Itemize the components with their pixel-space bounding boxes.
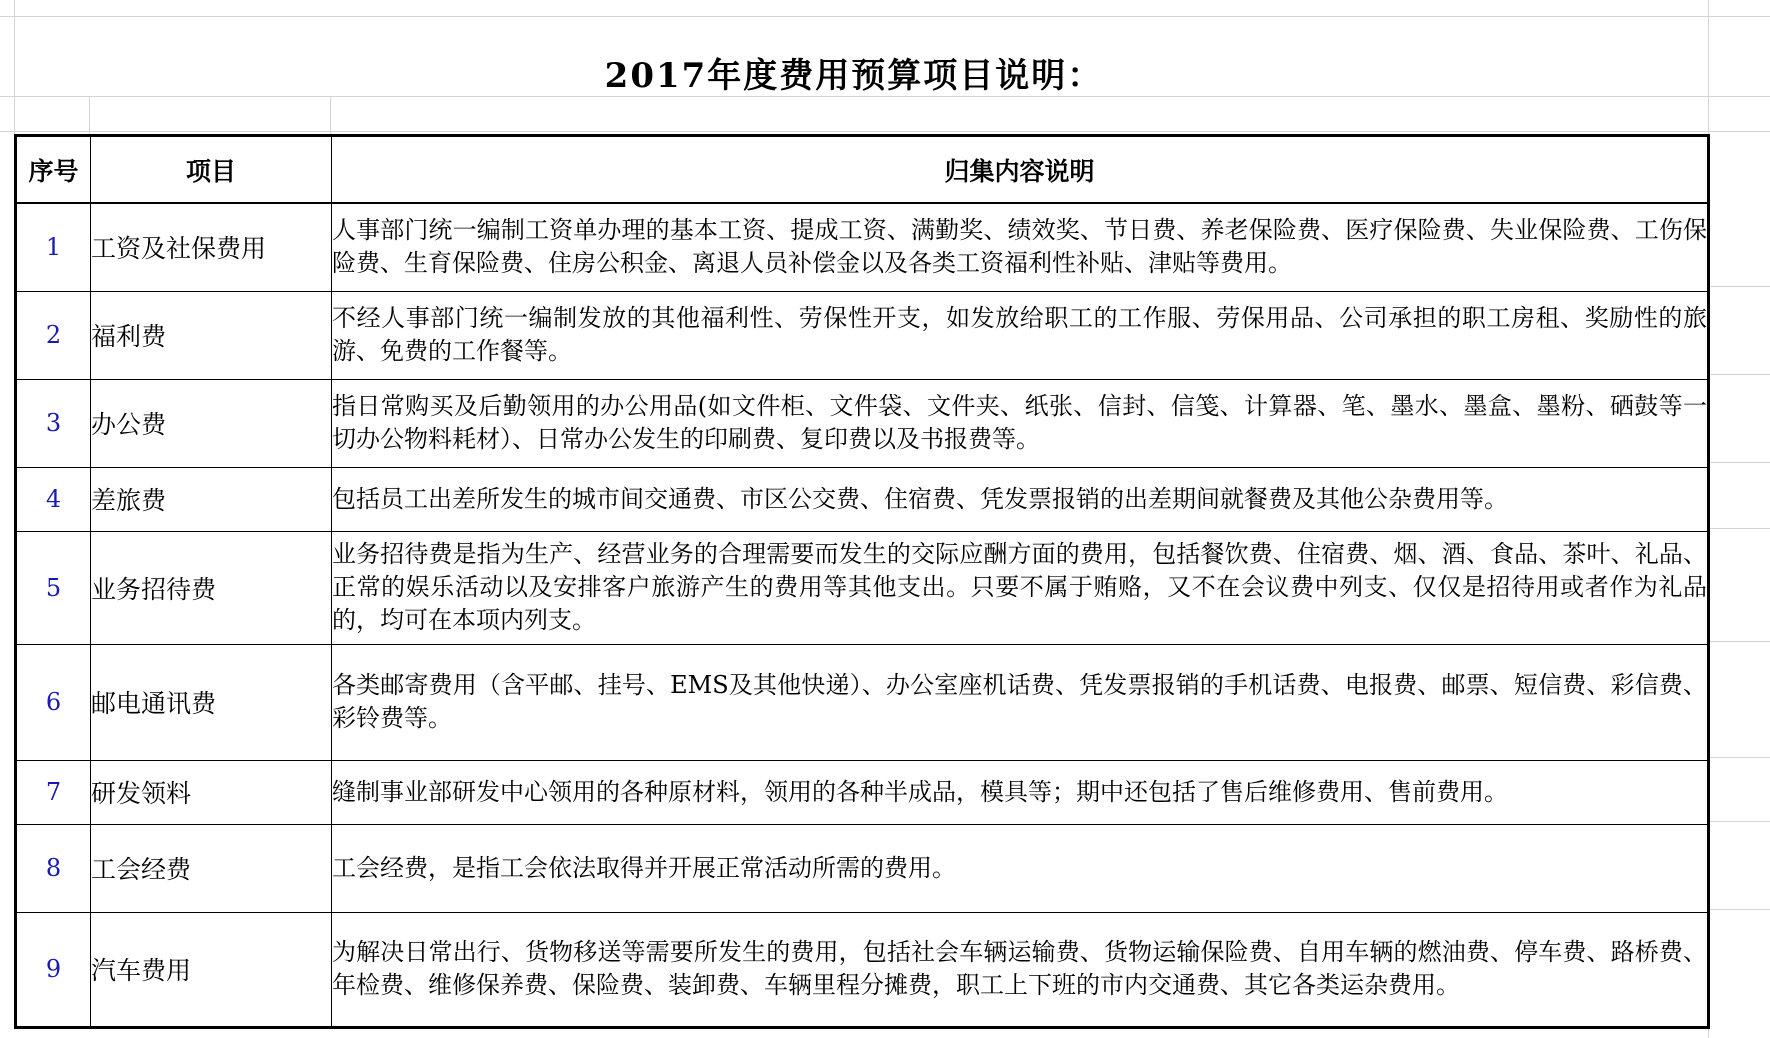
row-number[interactable]: 9: [16, 912, 91, 1027]
table-row: [16, 467, 1709, 531]
gridline: [1710, 528, 1770, 529]
row-number[interactable]: 5: [16, 531, 91, 644]
table-row: [16, 912, 1709, 1027]
row-description[interactable]: 缝制事业部研发中心领用的各种原材料，领用的各种半成品，模具等；期中还包括了售后维修费用、售前费用。: [332, 760, 1709, 824]
row-item[interactable]: 工资及社保费用: [91, 203, 332, 291]
row-number[interactable]: 2: [16, 291, 91, 379]
row-item[interactable]: 福利费: [91, 291, 332, 379]
row-description[interactable]: 为解决日常出行、货物移送等需要所发生的费用，包括社会车辆运输费、货物运输保险费、自用车辆的燃油费、停车费、路桥费、年检费、维修保养费、保险费、装卸费、车辆里程分摊费，职工上下班的市内交通费、其它各类运杂费用。: [332, 912, 1709, 1027]
gridline: [1710, 909, 1770, 910]
row-item[interactable]: 业务招待费: [91, 531, 332, 644]
table-row: [16, 644, 1709, 760]
header-item[interactable]: 项目: [91, 136, 332, 204]
gridline: [1710, 757, 1770, 758]
row-description[interactable]: 业务招待费是指为生产、经营业务的合理需要而发生的交际应酬方面的费用，包括餐饮费、住宿费、烟、酒、食品、茶叶、礼品、正常的娱乐活动以及安排客户旅游产生的费用等其他支出。只要不属于贿赂，又不在会议费中列支、仅仅是招待用或者作为礼品的，均可在本项内列支。: [332, 531, 1709, 644]
table-row: [16, 379, 1709, 467]
table-row: [16, 291, 1709, 379]
row-number[interactable]: 8: [16, 824, 91, 912]
gridline: [1710, 462, 1770, 463]
table-row: [16, 531, 1709, 644]
row-description[interactable]: 工会经费，是指工会依法取得并开展正常活动所需的费用。: [332, 824, 1709, 912]
row-number[interactable]: 1: [16, 203, 91, 291]
gridline: [1710, 641, 1770, 642]
row-item[interactable]: 工会经费: [91, 824, 332, 912]
header-row: [16, 136, 1709, 204]
gridline: [330, 96, 331, 134]
gridline: [1710, 374, 1770, 375]
row-number[interactable]: 6: [16, 644, 91, 760]
row-item[interactable]: 邮电通讯费: [91, 644, 332, 760]
row-description[interactable]: 不经人事部门统一编制发放的其他福利性、劳保性开支，如发放给职工的工作服、劳保用品、公司承担的职工房租、奖励性的旅游、免费的工作餐等。: [332, 291, 1709, 379]
header-desc[interactable]: 归集内容说明: [332, 136, 1709, 204]
gridline: [1710, 821, 1770, 822]
row-item[interactable]: 汽车费用: [91, 912, 332, 1027]
gridline: [0, 131, 1770, 132]
row-number[interactable]: 4: [16, 467, 91, 531]
table-row: [16, 203, 1709, 291]
gridline: [1710, 286, 1770, 287]
row-description[interactable]: 指日常购买及后勤领用的办公用品(如文件柜、文件袋、文件夹、纸张、信封、信笺、计算器、笔、墨水、墨盒、墨粉、硒鼓等一切办公物料耗材）、日常办公发生的印刷费、复印费以及书报费等。: [332, 379, 1709, 467]
row-item[interactable]: 研发领料: [91, 760, 332, 824]
row-description[interactable]: 人事部门统一编制工资单办理的基本工资、提成工资、满勤奖、绩效奖、节日费、养老保险费、医疗保险费、失业保险费、工伤保险费、生育保险费、住房公积金、离退人员补偿金以及各类工资福利性补贴、津贴等费用。: [332, 203, 1709, 291]
gridline: [0, 16, 1770, 17]
table-row: [16, 824, 1709, 912]
row-item[interactable]: 差旅费: [91, 467, 332, 531]
row-item[interactable]: 办公费: [91, 379, 332, 467]
budget-table: [14, 134, 1710, 1029]
table-row: [16, 760, 1709, 824]
row-description[interactable]: 包括员工出差所发生的城市间交通费、市区公交费、住宿费、凭发票报销的出差期间就餐费及其他公杂费用等。: [332, 467, 1709, 531]
gridline: [89, 96, 90, 134]
row-number[interactable]: 3: [16, 379, 91, 467]
page-title: 2017年度费用预算项目说明：: [604, 56, 1104, 96]
header-no[interactable]: 序号: [16, 136, 91, 204]
row-number[interactable]: 7: [16, 760, 91, 824]
row-description[interactable]: 各类邮寄费用（含平邮、挂号、EMS及其他快递）、办公室座机话费、凭发票报销的手机话费、电报费、邮票、短信费、彩信费、彩铃费等。: [332, 644, 1709, 760]
